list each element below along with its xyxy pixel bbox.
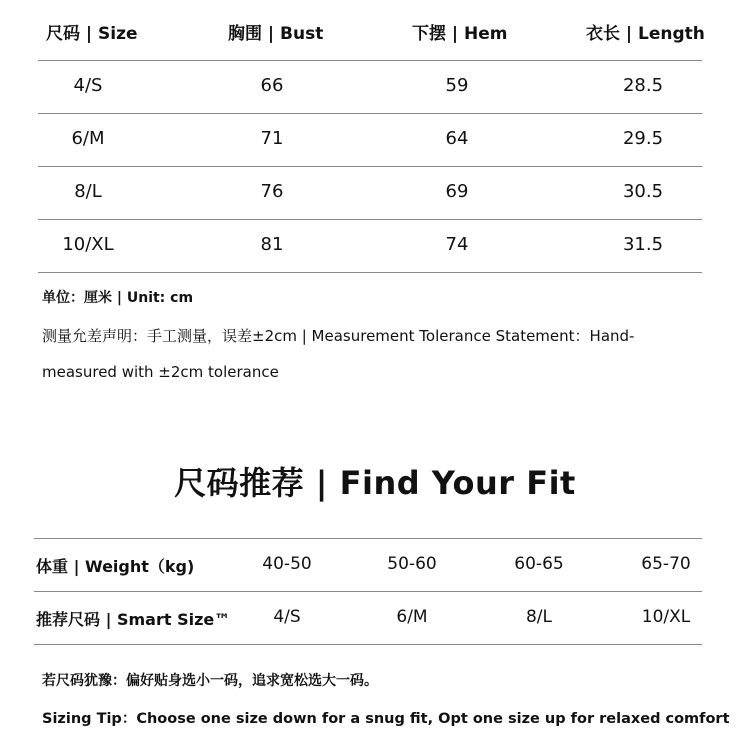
weight-value: 50-60	[387, 554, 437, 574]
sizing-tip-cn: 若尺码犹豫：偏好贴身选小一码，追求宽松选大一码。	[42, 673, 378, 689]
cell-size: 10/XL	[62, 234, 114, 255]
cell-size: 4/S	[73, 75, 103, 96]
smart-size-row	[34, 591, 702, 645]
cell-bust: 71	[260, 128, 284, 149]
cell-bust: 81	[260, 234, 284, 255]
smart-size-value: 6/M	[396, 607, 428, 627]
fit-table	[34, 538, 702, 645]
smart-size-value: 4/S	[273, 607, 301, 627]
header-bust: 胸围 | Bust	[228, 24, 324, 44]
sizing-tip-en: Sizing Tip：Choose one size down for a snug fit, Opt one size up for relaxed comfort	[42, 711, 730, 727]
unit-note: 单位：厘米 | Unit: cm	[42, 290, 194, 306]
cell-hem: 69	[445, 181, 469, 202]
header-size: 尺码 | Size	[46, 24, 138, 44]
header-hem: 下摆 | Hem	[412, 24, 508, 44]
table-divider	[38, 272, 702, 273]
weight-label: 体重 | Weight（kg)	[36, 557, 195, 576]
cell-hem: 74	[445, 234, 469, 255]
cell-size: 6/M	[71, 128, 105, 149]
table-row	[38, 113, 702, 166]
table-row	[38, 60, 702, 113]
fit-title: 尺码推荐 | Find Your Fit	[174, 464, 576, 502]
cell-bust: 76	[260, 181, 284, 202]
smart-size-label: 推荐尺码 | Smart Size™	[36, 610, 231, 629]
cell-bust: 66	[260, 75, 284, 96]
smart-size-value: 10/XL	[641, 607, 691, 627]
cell-size: 8/L	[74, 181, 102, 202]
weight-value: 40-50	[262, 554, 312, 574]
table-row	[38, 166, 702, 219]
size-table	[38, 0, 705, 273]
smart-size-value: 8/L	[525, 607, 553, 627]
cell-hem: 64	[445, 128, 469, 149]
weight-value: 65-70	[641, 554, 691, 574]
cell-hem: 59	[445, 75, 469, 96]
cell-length: 28.5	[622, 75, 664, 96]
header-length: 衣长 | Length	[586, 24, 705, 44]
size-table-header	[38, 0, 705, 60]
table-row	[38, 219, 702, 272]
weight-row	[34, 538, 702, 591]
tolerance-note: 测量允差声明：手工测量，误差±2cm | Measurement Tolerance Statement：Hand-measured with ±2cm tolerance	[42, 327, 635, 381]
cell-length: 29.5	[622, 128, 664, 149]
weight-value: 60-65	[514, 554, 564, 574]
cell-length: 31.5	[622, 234, 664, 255]
cell-length: 30.5	[622, 181, 664, 202]
